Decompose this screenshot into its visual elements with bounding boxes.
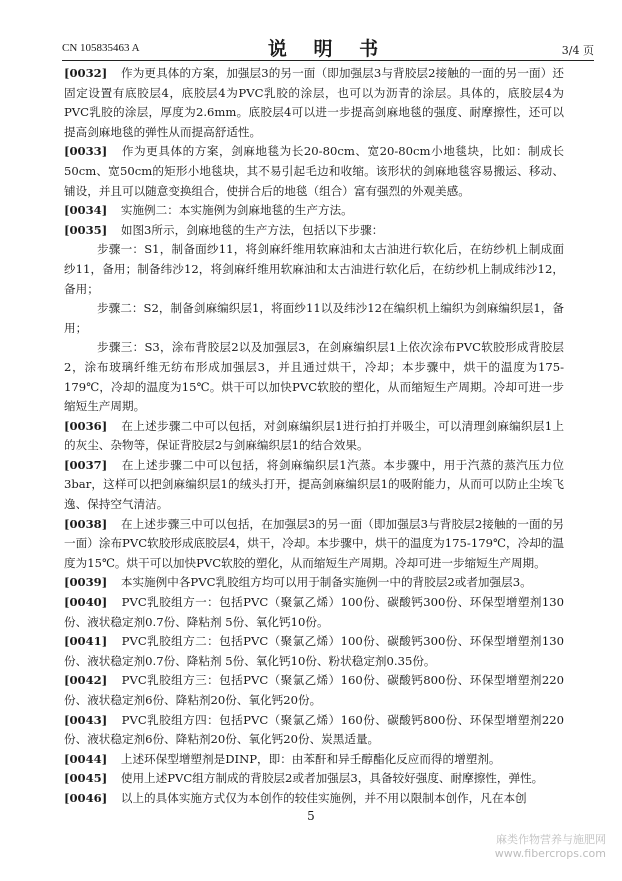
paragraph-text: 步骤三：S3，涂布背胶层2以及加强层3，在剑麻编织层1上依次涂布PVC软胶形成背胶层2，涂布玻璃纤维无纺布形成加强层3，并且通过烘干，冷却；本步骤中，烘干的温度为175-179℃，冷却的温度为15℃。烘干可以加快PVC软胶的塑化，从而缩短生产周期。冷却可进一步缩短生产周期。: [64, 340, 564, 414]
paragraph: [64, 221, 564, 241]
paragraph-text: PVC乳胶组方三：包括PVC（聚氯乙烯）160份、碳酸钙800份、环保型增塑剂220份、液状稳定剂6份、降粘剂20份、氧化钙20份。: [64, 673, 564, 707]
paragraph-number: [0035]: [64, 222, 108, 237]
watermark-line-1: 麻类作物营养与施肥网: [496, 833, 606, 846]
paragraph-number: [0044]: [64, 751, 108, 766]
paragraph-text: 作为更具体的方案，剑麻地毯为长20-80cm、宽20-80cm小地毯块，比如：制成长50cm、宽50cm的矩形小地毯块，其不易引起毛边和收缩。该形状的剑麻地毯容易搬运、移动、铺设，并且可以随意变换组合，使拼合后的地毯（组合）富有强烈的外观美感。: [64, 144, 564, 198]
paragraph-text: 在上述步骤二中可以包括，将剑麻编织层1汽蒸。本步骤中，用于汽蒸的蒸汽压力位3bar，这样可以把剑麻编织层1的绒头打开，提高剑麻编织层1的吸附能力，从而可以防止尘埃飞逸、保持空气清洁。: [64, 457, 564, 512]
paragraph: [64, 769, 564, 789]
paragraph-number: [0034]: [64, 203, 108, 218]
paragraph: [64, 64, 564, 142]
watermark-line-2: www.fibercrops.com: [494, 847, 606, 860]
paragraph-number: [0037]: [64, 457, 108, 472]
paragraph-number: [0033]: [64, 144, 108, 159]
paragraph-number: [0036]: [64, 418, 108, 433]
paragraph-text: 以上的具体实施方式仅为本创作的较佳实施例，并不用以限制本创作，凡在本创: [120, 790, 527, 805]
paragraph-number: [0046]: [64, 790, 108, 805]
paragraph-text: PVC乳胶组方一：包括PVC（聚氯乙烯）100份、碳酸钙300份、环保型增塑剂130份、液状稳定剂0.7份、降粘剂 5份、氧化钙10份。: [64, 595, 564, 629]
site-watermark: [495, 833, 606, 861]
paragraph: [64, 201, 564, 221]
paragraph-number: [0040]: [64, 595, 108, 610]
page-number: 5: [307, 809, 315, 823]
paragraph-text: 如图3所示，剑麻地毯的生产方法，包括以下步骤：: [120, 222, 384, 237]
paragraph-text: 在上述步骤二中可以包括，对剑麻编织层1进行拍打并吸尘，可以清理剑麻编织层1上的灰尘、杂物等，保证背胶层2与剑麻编织层1的结合效果。: [64, 418, 564, 453]
document-body: [64, 64, 564, 809]
paragraph-text: PVC乳胶组方二：包括PVC（聚氯乙烯）100份、碳酸钙300份、环保型增塑剂130份、液状稳定剂0.7份、降粘剂 5份、氧化钙10份、粉状稳定剂0.35份。: [64, 634, 564, 668]
paragraph: [64, 417, 564, 456]
document-title: 说 明 书: [267, 38, 389, 60]
header-divider: [62, 60, 594, 61]
paragraph-number: [0041]: [64, 634, 108, 649]
paragraph-number: [0032]: [64, 66, 108, 80]
paragraph: [64, 750, 564, 770]
page-indicator: 3/4 页: [561, 44, 594, 57]
step-paragraph: [64, 299, 564, 338]
patent-number: CN 105835463 A: [62, 42, 140, 54]
paragraph-text: 实施例二：本实施例为剑麻地毯的生产方法。: [120, 203, 353, 218]
paragraph: [64, 515, 564, 574]
paragraph-number: [0043]: [64, 712, 108, 727]
paragraph-text: 步骤二：S2，制备剑麻编织层1，将面纱11以及纬沙12在编织机上编织为剑麻编织层1，备用；: [64, 301, 564, 335]
paragraph-number: [0038]: [64, 516, 108, 531]
paragraph-number: [0042]: [64, 673, 108, 688]
paragraph: [64, 632, 564, 671]
paragraph: [64, 671, 564, 710]
paragraph: [64, 789, 564, 809]
paragraph-number: [0045]: [64, 771, 108, 786]
paragraph: [64, 142, 564, 201]
paragraph: [64, 573, 564, 593]
paragraph-text: 在上述步骤三中可以包括，在加强层3的另一面（即加强层3与背胶层2接触的一面的另一面）涂布PVC软胶形成底胶层4，烘干，冷却。本步骤中，烘干的温度为175-179℃，冷却的温度为15℃。烘干可以加快PVC软胶的塑化，从而缩短生产周期。冷却可进一步缩短生产周期。: [64, 516, 564, 570]
paragraph-text: 使用上述PVC组方制成的背胶层2或者加强层3，具备较好强度、耐摩擦性，弹性。: [120, 771, 544, 786]
page-header: [62, 34, 594, 62]
paragraph-text: 步骤一：S1，制备面纱11，将剑麻纤维用软麻油和太古油进行软化后，在纺纱机上制成面纱11，备用；制备纬沙12，将剑麻纤维用软麻油和太古油进行软化后，在纺纱机上制成纬沙12，备用；: [64, 242, 564, 296]
paragraph-text: 上述环保型增塑剂是DINP，即：由苯酐和异壬醇酯化反应而得的增塑剂。: [120, 751, 501, 766]
paragraph-text: PVC乳胶组方四：包括PVC（聚氯乙烯）160份、碳酸钙800份、环保型增塑剂220份、液状稳定剂6份、降粘剂20份、氧化钙20份、炭黑适量。: [64, 712, 564, 747]
paragraph-number: [0039]: [64, 575, 108, 590]
step-paragraph: [64, 338, 564, 416]
paragraph: [64, 711, 564, 750]
paragraph: [64, 456, 564, 515]
paragraph-text: 本实施例中各PVC乳胶组方均可以用于制备实施例一中的背胶层2或者加强层3。: [120, 575, 532, 590]
paragraph-text: 作为更具体的方案，加强层3的另一面（即加强层3与背胶层2接触的一面的另一面）还固定设置有底胶层4，底胶层4为PVC乳胶的涂层，也可以为沥青的涂层。具体的，底胶层4为PVC乳胶的涂层，厚度为2.6mm。底胶层4可以进一步提高剑麻地毯的强度、耐摩擦性，还可以提高剑麻地毯的弹性从而提高舒适性。: [64, 66, 564, 139]
paragraph: [64, 593, 564, 632]
step-paragraph: [64, 240, 564, 299]
